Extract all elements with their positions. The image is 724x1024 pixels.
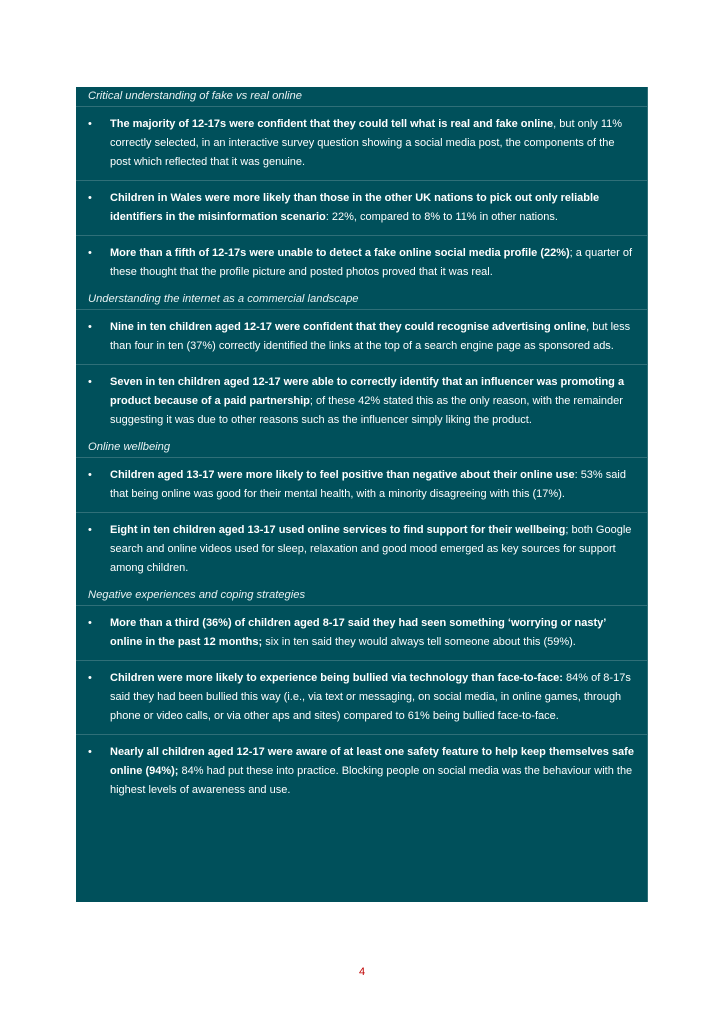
summary-panel <box>76 87 648 902</box>
item-text: 84% had put these into practice. Blocking people on social media was the behaviour with the highest levels of awareness and use. <box>110 765 633 796</box>
bullet-list <box>76 310 647 438</box>
item-highlight: Seven in ten children aged 12-17 were able to correctly identify that an influencer was promoting a product because of a paid partnership <box>110 376 625 407</box>
item-text: ; of these 42% stated this as the only reason, with the remainder suggesting it was due to other reasons such as the influencer simply liking the product. <box>110 395 623 426</box>
list-item <box>76 107 647 181</box>
list-item <box>76 458 647 513</box>
item-highlight: Children aged 13-17 were more likely to feel positive than negative about their online use <box>110 469 575 481</box>
item-highlight: Children were more likely to experience being bullied via technology than face-to-face: <box>110 672 563 684</box>
item-text: : 53% said that being online was good for their mental health, with a minority disagreeing with this (17%). <box>110 469 626 500</box>
bullet-icon: • <box>88 746 92 758</box>
bullet-icon: • <box>88 118 92 130</box>
item-text: , but less than four in ten (37%) correctly identified the links at the top of a search engine page as sponsored ads. <box>110 321 631 352</box>
bullet-list <box>76 458 647 586</box>
list-item <box>76 661 647 735</box>
list-item <box>76 365 647 438</box>
item-text: , but only 11% correctly selected, in an interactive survey question showing a social media post, the components of the post which reflected that it was genuine. <box>110 118 623 168</box>
section-online-wellbeing <box>76 438 647 586</box>
list-item <box>76 513 647 586</box>
section-title: Online wellbeing <box>76 438 647 458</box>
item-text: ; a quarter of these thought that the profile picture and posted photos proved that it was real. <box>110 247 633 278</box>
item-text: ; both Google search and online videos used for sleep, relaxation and good mood emerged as key sources for support among children. <box>110 524 632 574</box>
section-fake-vs-real <box>76 87 647 290</box>
section-title: Understanding the internet as a commercial landscape <box>76 290 647 310</box>
bullet-icon: • <box>88 672 92 684</box>
list-item <box>76 310 647 365</box>
bullet-icon: • <box>88 617 92 629</box>
section-title: Negative experiences and coping strategies <box>76 586 647 606</box>
bullet-icon: • <box>88 376 92 388</box>
bullet-list <box>76 606 647 808</box>
list-item <box>76 606 647 661</box>
section-title: Critical understanding of fake vs real online <box>76 87 647 107</box>
section-commercial-landscape <box>76 290 647 438</box>
item-highlight: The majority of 12-17s were confident that they could tell what is real and fake online <box>110 118 554 130</box>
item-highlight: Nine in ten children aged 12-17 were confident that they could recognise advertising online <box>110 321 587 333</box>
item-text: six in ten said they would always tell someone about this (59%). <box>262 636 576 648</box>
item-highlight: Eight in ten children aged 13-17 used online services to find support for their wellbeing <box>110 524 566 536</box>
page-number: 4 <box>358 966 366 978</box>
bullet-icon: • <box>88 469 92 481</box>
item-highlight: Children in Wales were more likely than those in the other UK nations to pick out only reliable identifiers in the misinformation scenario <box>110 192 600 223</box>
section-negative-experiences <box>76 586 647 808</box>
list-item <box>76 735 647 808</box>
bullet-icon: • <box>88 321 92 333</box>
item-highlight: Nearly all children aged 12-17 were aware of at least one safety feature to help keep themselves safe online (94%); <box>110 746 634 777</box>
bullet-icon: • <box>88 524 92 536</box>
item-text: 84% of 8-17s said they had been bullied this way (i.e., via text or messaging, on social media, in online games, through phone or video calls, or via other aps and sites) compared to 61% being bullied face-to-face. <box>110 672 631 722</box>
bullet-icon: • <box>88 192 92 204</box>
item-text: : 22%, compared to 8% to 11% in other nations. <box>325 211 558 223</box>
list-item <box>76 236 647 290</box>
bullet-icon: • <box>88 247 92 259</box>
item-highlight: More than a third (36%) of children aged 8-17 said they had seen something ‘worrying or nasty’ online in the past 12 months; <box>110 617 606 648</box>
list-item <box>76 181 647 236</box>
bullet-list <box>76 107 647 290</box>
item-highlight: More than a fifth of 12-17s were unable to detect a fake online social media profile (22%) <box>110 247 570 259</box>
